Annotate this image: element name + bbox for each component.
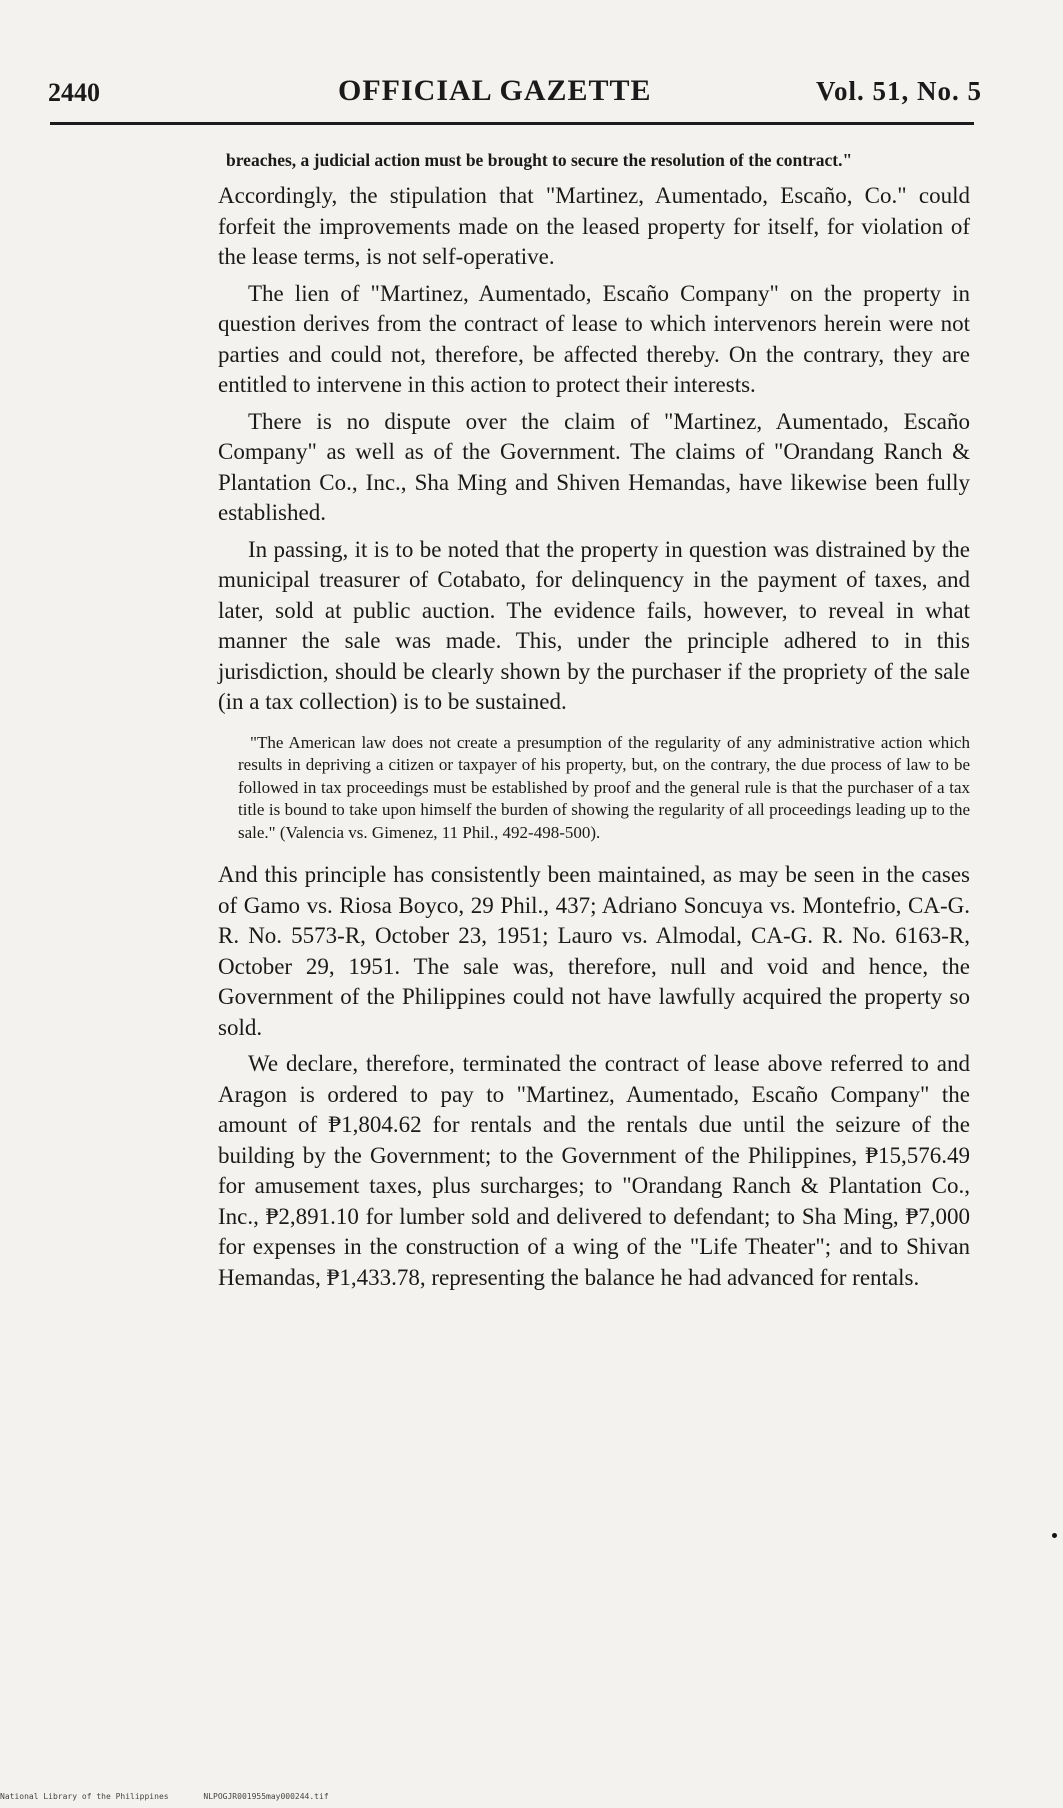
margin-mark (1052, 1533, 1057, 1538)
paragraph: And this principle has consistently been maintained, as may be seen in the cases of Gamo vs. Riosa Boyco, 29 Phil., 437; Adriano Soncuya vs. Montefrio, CA-G. R. No. 5573-R, October 23, 1951; Lauro vs. Almodal, CA-G. R. No. 6163-R, October 29, 1951. The sale was, therefore, null and void and hence, the Government of the Philippines could not have lawfully acquired the property so sold. (218, 862, 970, 1040)
body-text (218, 148, 970, 1299)
paragraph: Accordingly, the stipulation that "Martinez, Aumentado, Escaño, Co." could forfeit the improvements made on the leased property for itself, for violation of the lease terms, is not self-operative. (218, 183, 970, 269)
block-quote: "The American law does not create a presumption of the regularity of any administrative action which results in depriving a citizen or taxpayer of his property, but, on the contrary, the due process of law to be followed in tax proceedings must be established by proof and the general rule is that the purchaser of a tax title is bound to take upon himself the burden of showing the regularity of all proceedings leading up to the sale." (Valencia vs. Gimenez, 11 Phil., 492-498-500). (238, 732, 970, 842)
paragraph: We declare, therefore, terminated the contract of lease above referred to and Aragon is ordered to pay to "Martinez, Aumentado, Escaño Company" the amount of ₱1,804.62 for rentals and the rentals due until the seizure of the building by the Government; to the Government of the Philippines, ₱15,576.49 for amusement taxes, plus surcharges; to "Orandang Ranch & Plantation Co., Inc., ₱2,891.10 for lumber sold and delivered to defendant; to Sha Ming, ₱7,000 for expenses in the construction of a wing of the "Life Theater"; and to Shivan Hemandas, ₱1,433.78, representing the balance he had advanced for rentals. (218, 1051, 970, 1290)
volume-number: Vol. 51, No. 5 (815, 76, 982, 106)
quote-continuation: breaches, a judicial action must be brought to secure the resolution of the contract." (226, 150, 853, 170)
paragraph: There is no dispute over the claim of "Martinez, Aumentado, Escaño Company" as well as of the Government. The claims of "Orandang Ranch & Plantation Co., Inc., Sha Ming and Shiven Hemandas, have likewise been fully established. (218, 408, 970, 525)
header-rule (50, 122, 974, 125)
running-header (48, 72, 982, 116)
publication-title: OFFICIAL GAZETTE (338, 74, 652, 107)
scan-footer (0, 1792, 1063, 1801)
paragraph: The lien of "Martinez, Aumentado, Escaño Company" on the property in question derives from the contract of lease to which intervenors herein were not parties and could not, therefore, be affected thereby. On the contrary, they are entitled to intervene in this action to protect their interests. (218, 280, 970, 397)
library-credit: National Library of the Philippines (0, 1792, 169, 1801)
paragraph: In passing, it is to be noted that the property in question was distrained by the municipal treasurer of Cotabato, for delinquency in the payment of taxes, and later, sold at public auction. The evidence fails, however, to reveal in what manner the sale was made. This, under the principle adhered to in this jurisdiction, should be clearly shown by the purchaser if the propriety of the sale (in a tax collection) is to be sustained. (218, 536, 970, 714)
file-identifier: NLPOGJR001955may000244.tif (203, 1792, 329, 1801)
page-number: 2440 (48, 78, 100, 107)
